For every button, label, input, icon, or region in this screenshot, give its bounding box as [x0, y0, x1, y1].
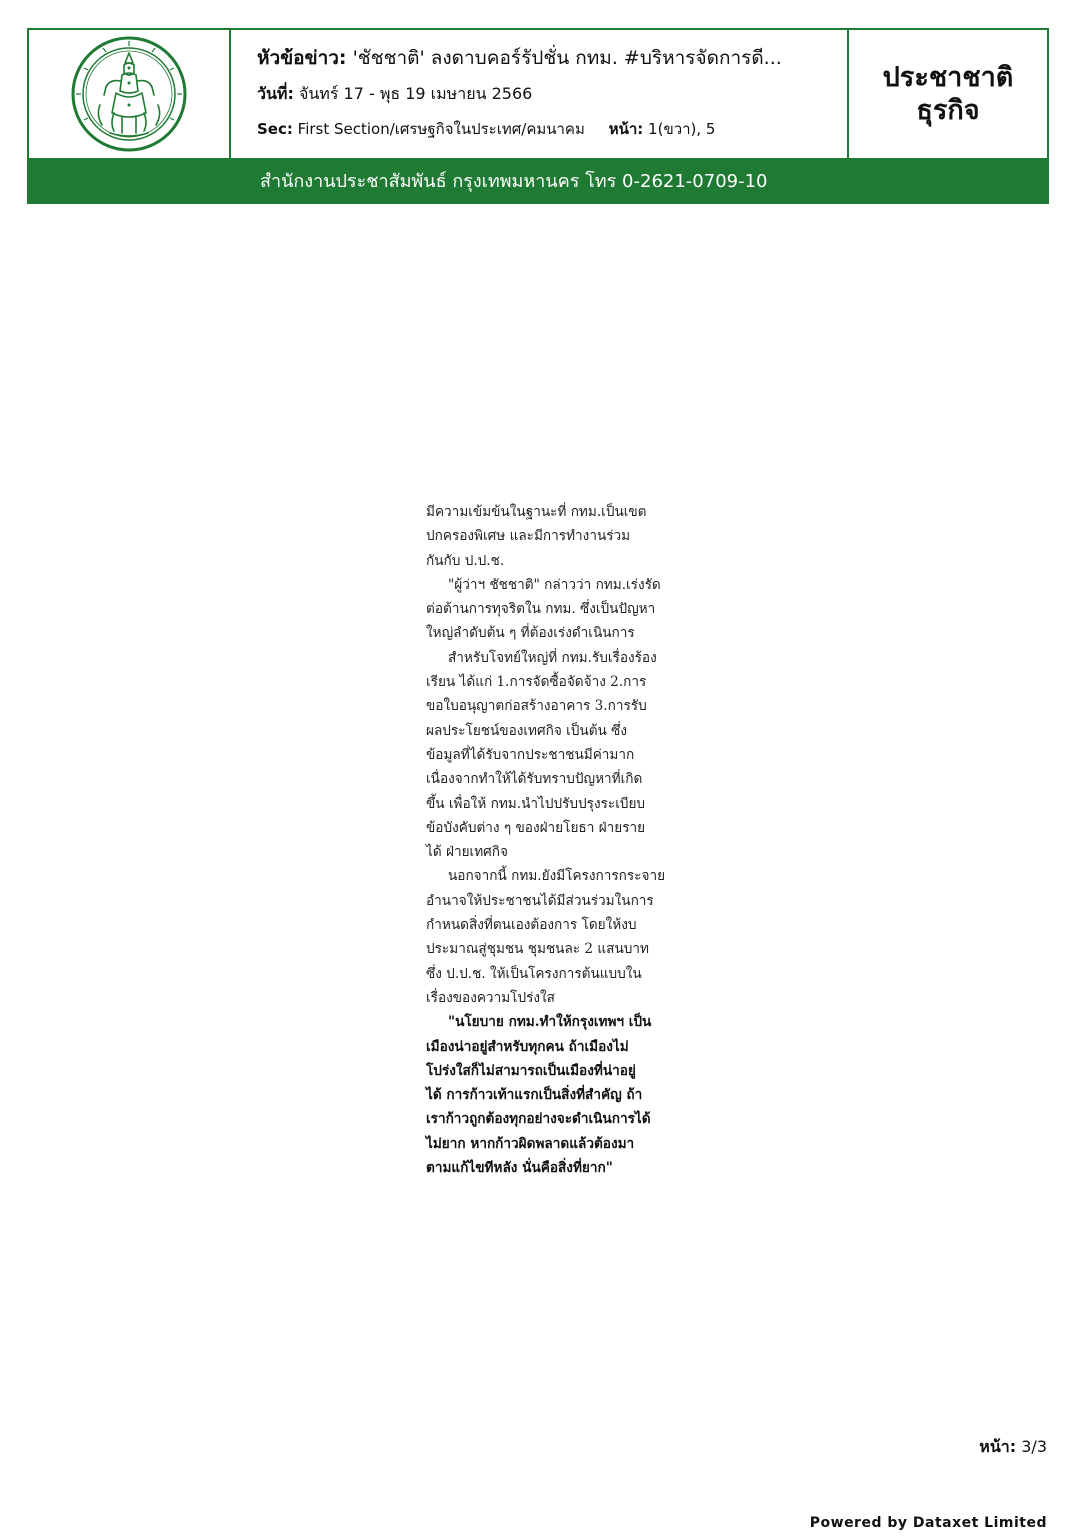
- date-value: จันทร์ 17 - พุธ 19 เมษายน 2566: [298, 84, 533, 103]
- article-line: ขอใบอนุญาตก่อสร้างอาคาร 3.การรับ: [426, 698, 647, 715]
- publication-name: [849, 30, 1047, 158]
- article-line: ต่อต้านการทุจริตใน กทม. ซึ่งเป็นปัญหา: [426, 601, 656, 618]
- article-paragraph-3: [426, 646, 676, 865]
- article-line: เนื่องจากทำให้ได้รับทราบปัญหาที่เกิด: [426, 771, 643, 788]
- article-line: ตามแก้ไขทีหลัง นั่นคือสิ่งที่ยาก": [426, 1160, 613, 1177]
- contact-bar: สำนักงานประชาสัมพันธ์ กรุงเทพมหานคร โทร 0-2621-0709-10: [27, 160, 1049, 204]
- article-line: สำหรับโจทย์ใหญ่ที่ กทม.รับเรื่องร้อง: [448, 649, 657, 666]
- article-quote: [426, 1010, 676, 1180]
- page-ref-label: หน้า:: [608, 120, 644, 138]
- headline-label: หัวข้อข่าว:: [257, 47, 347, 69]
- page-number: [979, 1436, 1047, 1458]
- article-line: เรื่องของความโปร่งใส: [426, 989, 555, 1006]
- page-number-label: หน้า:: [979, 1437, 1017, 1456]
- article-line: ขึ้น เพื่อให้ กทม.นำไปปรับปรุงระเบียบ: [426, 795, 646, 812]
- article-line: กำหนดสิ่งที่ตนเองต้องการ โดยให้งบ: [426, 917, 637, 934]
- article-clipping: [426, 500, 676, 1180]
- article-line: ข้อบังคับต่าง ๆ ของฝ่ายโยธา ฝ่ายราย: [426, 819, 646, 836]
- article-line: ได้ การก้าวเท้าแรกเป็นสิ่งที่สำคัญ ถ้า: [426, 1087, 643, 1104]
- article-line: กันกับ ป.ป.ช.: [426, 552, 505, 569]
- article-line: เมืองน่าอยู่สำหรับทุกคน ถ้าเมืองไม่: [426, 1038, 629, 1055]
- article-line: มีความเข้มข้นในฐานะที่ กทม.เป็นเขต: [426, 504, 647, 520]
- bangkok-seal-logo: [70, 35, 188, 153]
- date-row: [257, 82, 847, 106]
- article-paragraph-4: [426, 864, 676, 1010]
- article-line: นอกจากนี้ กทม.ยังมีโครงการกระจาย: [448, 868, 666, 885]
- header-box: [27, 28, 1049, 160]
- article-line: ข้อมูลที่ได้รับจากประชาชนมีค่ามาก: [426, 746, 635, 763]
- page-ref-value: 1(ขวา), 5: [648, 120, 716, 138]
- clipping-header: [27, 28, 1049, 204]
- article-paragraph-2: [426, 573, 676, 646]
- article-line: ผลประโยชน์ของเทศกิจ เป็นต้น ซึ่ง: [426, 722, 628, 739]
- article-line: เราก้าวถูกต้องทุกอย่างจะดำเนินการได้: [426, 1111, 651, 1128]
- article-line: "นโยบาย กทม.ทำให้กรุงเทพฯ เป็น: [448, 1014, 652, 1031]
- page-number-value: 3/3: [1021, 1437, 1047, 1456]
- publication-line-2: ธุรกิจ: [916, 95, 980, 126]
- article-line: อำนาจให้ประชาชนได้มีส่วนร่วมในการ: [426, 892, 654, 909]
- powered-by: Powered by Dataxet Limited: [809, 1515, 1047, 1531]
- article-line: ไม่ยาก หากก้าวผิดพลาดแล้วต้องมา: [426, 1135, 635, 1152]
- article-line: ซึ่ง ป.ป.ช. ให้เป็นโครงการต้นแบบใน: [426, 965, 642, 982]
- article-line: ประมาณสู่ชุมชน ชุมชนละ 2 แสนบาท: [426, 941, 649, 958]
- headline-row: [257, 44, 845, 72]
- date-label: วันที่:: [257, 84, 294, 103]
- section-row: [257, 118, 847, 140]
- article-paragraph-1: [426, 500, 676, 573]
- headline-value: 'ชัชชาติ' ลงดาบคอร์รัปชั่น กทม. #บริหารจัดการดี...: [352, 47, 782, 69]
- publication-line-1: ประชาชาติ: [882, 62, 1014, 93]
- article-line: ปกครองพิเศษ และมีการทำงานร่วม: [426, 528, 631, 545]
- headline-info: [231, 30, 849, 158]
- logo-cell: [29, 30, 231, 158]
- article-line: ใหญ่ลำดับต้น ๆ ที่ต้องเร่งดำเนินการ: [426, 625, 635, 642]
- article-line: "ผู้ว่าฯ ชัชชาติ" กล่าวว่า กทม.เร่งรัด: [448, 576, 661, 593]
- article-line: โปร่งใสก็ไม่สามารถเป็นเมืองที่น่าอยู่: [426, 1062, 636, 1079]
- section-label: Sec:: [257, 120, 293, 138]
- article-line: ได้ ฝ่ายเทศกิจ: [426, 844, 508, 861]
- article-line: เรียน ได้แก่ 1.การจัดซื้อจัดจ้าง 2.การ: [426, 674, 647, 691]
- section-value: First Section/เศรษฐกิจในประเทศ/คมนาคม: [297, 120, 585, 138]
